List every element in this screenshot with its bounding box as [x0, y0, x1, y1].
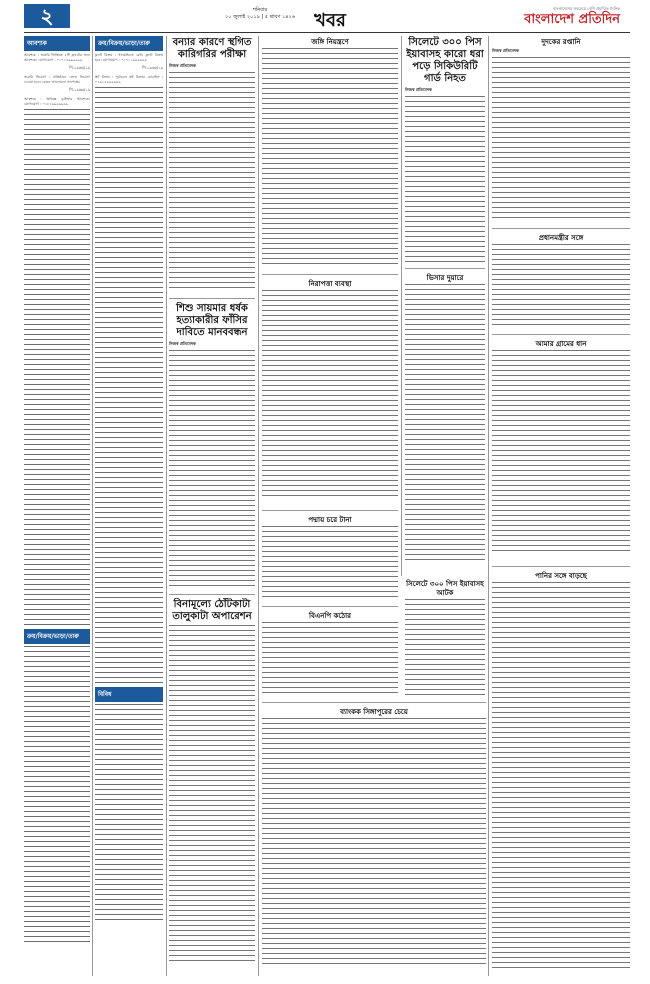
headline: বিনামূল্যে ঠোঁটকাটা তালুকাটা অপারেশন: [172, 599, 252, 622]
byline: নিজস্ব প্রতিবেদক: [169, 63, 196, 68]
headline: প্রধানমন্ত্রীর সঙ্গে: [538, 233, 584, 242]
article-divider: [492, 228, 630, 229]
classified-text-block: [24, 646, 90, 946]
article-acc-export: [492, 36, 630, 226]
article-bnp: [262, 610, 398, 700]
byline: নিজস্ব প্রতিবেদক: [405, 87, 432, 92]
article-divider: [169, 594, 255, 595]
classified-heading: ক্রয়/বিক্রয়/ভাড়া/তারু: [24, 629, 90, 644]
column-divider: [488, 36, 489, 976]
headline: বিএনপি কঠোর: [309, 611, 351, 620]
headline: ব্যাংকক সিঙ্গাপুরের চেয়ে: [340, 707, 408, 716]
headline: পদ্মায় চরে টানা: [308, 515, 352, 524]
article-body: [492, 350, 630, 555]
article-body: [262, 718, 486, 968]
article-body: [262, 526, 398, 600]
article-human-chain: [169, 302, 255, 592]
page-number: ২: [24, 4, 70, 28]
article-militancy: [262, 36, 398, 272]
article-body: [492, 582, 630, 970]
newspaper-logo: [500, 6, 620, 27]
classifieds-column-2: [95, 36, 163, 976]
weekday: শনিবার: [252, 7, 268, 13]
article-body: [405, 599, 485, 698]
logo-text: বাংলাদেশ প্রতিদিন: [524, 12, 620, 27]
classified-text-block: [95, 87, 163, 687]
logo-tagline: বাংলাদেশের সবচেয়ে বেশি প্রচারিত দৈনিক: [553, 6, 620, 11]
article-body: [169, 625, 255, 965]
byline: নিজস্ব প্রতিবেদক: [492, 48, 519, 53]
classified-heading: আবশ্যক: [24, 36, 90, 51]
headline: আমার গ্রামের ধান: [535, 339, 587, 348]
article-exam-postponed: [169, 36, 255, 296]
headline: ভিসার দুয়ারে: [426, 273, 464, 282]
classified-ad: আবশ্যক : জরুরি ভিত্তিতে ৫টি ফ্ল্যাটের জন্য আবশ্যক। যোগাযোগ : ০১৭১৫৯৯৯৯৯৯: [24, 53, 90, 62]
column-divider: [166, 36, 167, 976]
article-body: [169, 350, 255, 590]
classified-ad: প্লট বিক্রয় : পূর্বাচলে প্লট বিক্রয়। মোবাইল : ০১৯১৫৯৯৯৯৯৯: [95, 75, 163, 84]
article-water-rising: [492, 570, 630, 976]
byline: নিজস্ব প্রতিবেদক: [169, 341, 196, 346]
ad-code: পি-১৯৬৬/১৯: [68, 87, 90, 92]
classified-text-block: [24, 109, 90, 629]
headline: বন্যার কারণে স্থগিত কারিগরির পরীক্ষা: [172, 37, 252, 60]
headline: পানির সঙ্গে বাড়ছে: [535, 571, 587, 580]
article-pm: [492, 232, 630, 332]
masthead-rule: [24, 32, 630, 33]
article-divider: [492, 566, 630, 567]
article-security: [262, 278, 398, 508]
article-body: [405, 96, 485, 266]
article-village-rice: [492, 338, 630, 563]
masthead: [0, 0, 650, 32]
date: ২০ জুলাই ২০১৯ | ৫ শ্রাবণ ১৪২৬: [224, 14, 296, 20]
classified-ad: জরুরি নিয়োগ : প্রতিষ্ঠানে লোক নিয়োগ দেওয়া হবে। বেতন আলোচনা সাপেক্ষে।: [24, 75, 90, 84]
classified-heading: বিবিধ: [95, 687, 163, 702]
column-divider: [92, 36, 93, 976]
headline: নিরাপত্তা ব্যবস্থা: [308, 279, 352, 288]
headline: শিশু সায়মার ধর্ষক হত্যাকারীর ফাঁসির দাবিতে মানববন্ধন: [176, 303, 248, 338]
headline: দুদকের রপ্তানি: [541, 37, 581, 46]
article-free-surgery: [169, 598, 255, 976]
article-body: [262, 290, 398, 500]
article-visa: [405, 272, 485, 572]
article-divider: [262, 702, 486, 703]
classifieds-column-1: [24, 36, 90, 976]
classified-text-block: [95, 704, 163, 924]
headline: জঙ্গি নিয়ন্ত্রণে: [311, 37, 349, 46]
article-divider: [405, 268, 485, 269]
article-body: [169, 72, 255, 292]
ad-code: পি-১৯৬৬/১৯: [68, 65, 90, 70]
article-body: [492, 57, 630, 222]
classified-heading: ক্রয়/বিক্রয়/ভাড়া/তারু: [95, 36, 163, 51]
article-yaba: [405, 36, 485, 266]
section-title: খবর: [314, 10, 346, 31]
classified-ad: আবশ্যক : অভিজ্ঞ ড্রাইভার আবশ্যক। যোগাযোগ : ০১৮১৯৯৯৯৯৯৯: [24, 97, 90, 106]
article-divider: [492, 334, 630, 335]
article-body: [262, 48, 398, 268]
ad-code: পি-১৯৬৬/১৯: [141, 65, 163, 70]
article-divider: [169, 298, 255, 299]
headline: সিলেটে ৩০০ পিস ইয়াবাসহ আটক: [406, 579, 484, 597]
article-padma: [262, 514, 398, 604]
article-body: [262, 622, 398, 696]
article-sylhet: [405, 578, 485, 698]
headline: সিলেটে ৩০০ পিস ইয়াবাসহ কারো ধরা পড়ে সিকিউরিটি গার্ড নিহত: [406, 37, 484, 84]
column-divider: [401, 36, 402, 576]
article-body: [405, 284, 485, 564]
article-bangkok: [262, 706, 486, 976]
article-divider: [262, 510, 398, 511]
classified-ad: ফ্ল্যাট বিক্রয় : ধানমন্ডিতে রেডি ফ্ল্যাট বিক্রয় হবে। যোগাযোগ : ০১৭১১৯৯৯৯৯৯: [95, 53, 163, 62]
article-divider: [262, 274, 398, 275]
column-divider: [258, 36, 259, 976]
article-body: [492, 244, 630, 328]
article-divider: [262, 606, 398, 607]
